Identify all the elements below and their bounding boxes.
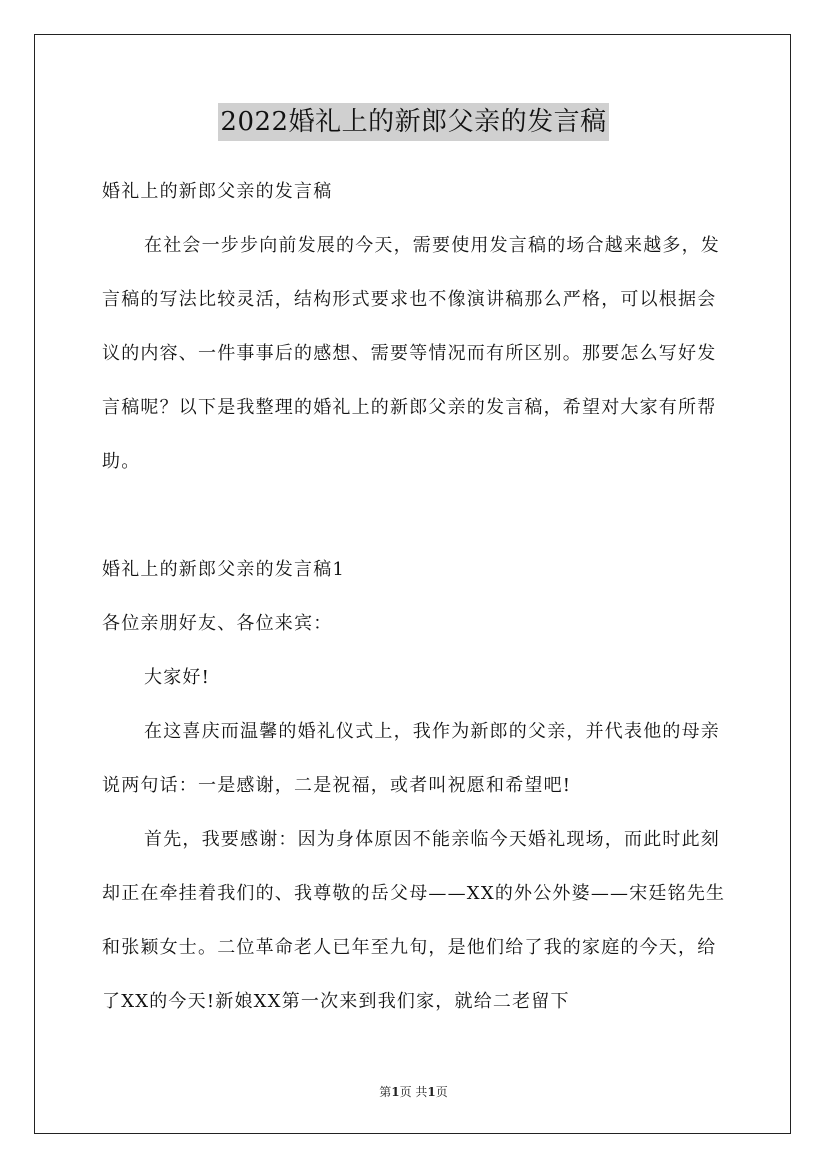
document-subtitle: 婚礼上的新郎父亲的发言稿 [102, 181, 333, 202]
spacer [102, 489, 728, 543]
salutation: 各位亲朋好友、各位来宾： [102, 613, 333, 634]
greeting: 大家好! [144, 667, 211, 688]
body-paragraph-1: 在这喜庆而温馨的婚礼仪式上，我作为新郎的父亲，并代表他的母亲说两句话：一是感谢，二是祝福，或者叫祝愿和希望吧! [102, 721, 720, 796]
footer-total-pages: 1 [427, 1085, 436, 1099]
section-heading: 婚礼上的新郎父亲的发言稿1 [102, 559, 346, 580]
footer-current-page: 1 [391, 1085, 400, 1099]
document-body [102, 165, 728, 1029]
footer-suffix: 页 [435, 1085, 448, 1099]
footer-prefix: 第 [379, 1085, 392, 1099]
footer-mid: 页 共 [399, 1085, 428, 1099]
document-title: 2022婚礼上的新郎父亲的发言稿 [218, 103, 608, 141]
body-paragraph-2: 首先，我要感谢：因为身体原因不能亲临今天婚礼现场，而此时此刻却正在牵挂着我们的、我尊敬的岳父母——XX的外公外婆——宋廷铭先生和张颖女士。二位革命老人已年至九旬，是他们给了我的家庭的今天，给了XX的今天!新娘XX第一次来到我们家，就给二老留下 [102, 829, 726, 1012]
intro-paragraph: 在社会一步步向前发展的今天，需要使用发言稿的场合越来越多，发言稿的写法比较灵活，结构形式要求也不像演讲稿那么严格，可以根据会议的内容、一件事事后的感想、需要等情况而有所区别。那要怎么写好发言稿呢？以下是我整理的婚礼上的新郎父亲的发言稿，希望对大家有所帮助。 [102, 235, 720, 472]
title-container [0, 103, 827, 141]
page-footer [0, 1084, 827, 1100]
